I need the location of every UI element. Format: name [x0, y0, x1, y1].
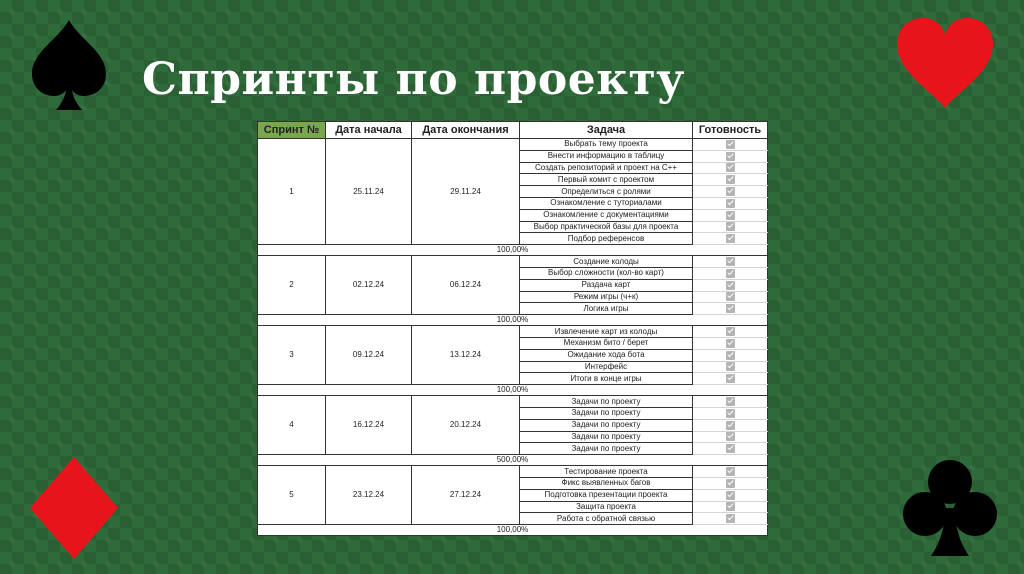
readiness-cell [693, 443, 768, 455]
start-date-cell: 09.12.24 [326, 326, 412, 385]
diamond-icon [28, 455, 120, 561]
task-name-cell: Определиться с ролями [520, 186, 693, 198]
task-name-cell: Подбор референсов [520, 233, 693, 245]
checkbox-checked-icon[interactable] [726, 292, 735, 301]
sprint-number-cell: 5 [258, 466, 326, 525]
task-name-cell: Защита проекта [520, 501, 693, 513]
checkbox-checked-icon[interactable] [726, 187, 735, 196]
checkbox-checked-icon[interactable] [726, 502, 735, 511]
checkbox-checked-icon[interactable] [726, 175, 735, 184]
task-name-cell: Выбрать тему проекта [520, 139, 693, 151]
task-name-cell: Создать репозиторий и проект на С++ [520, 162, 693, 174]
readiness-cell [693, 501, 768, 513]
readiness-cell [693, 279, 768, 291]
header-start-date: Дата начала [326, 122, 412, 139]
task-name-cell: Тестирование проекта [520, 466, 693, 478]
readiness-cell [693, 489, 768, 501]
checkbox-checked-icon[interactable] [726, 281, 735, 290]
checkbox-checked-icon[interactable] [726, 327, 735, 336]
sprint-total-percent: 100,00% [258, 385, 768, 396]
readiness-cell [693, 162, 768, 174]
readiness-cell [693, 291, 768, 303]
sprint-total-percent: 100,00% [258, 245, 768, 256]
end-date-cell: 20.12.24 [412, 396, 520, 455]
sprint-total-percent: 100,00% [258, 315, 768, 326]
task-name-cell: Первый комит с проектом [520, 174, 693, 186]
checkbox-checked-icon[interactable] [726, 491, 735, 500]
readiness-cell [693, 221, 768, 233]
header-sprint-number: Спринт № [258, 122, 326, 139]
end-date-cell: 27.12.24 [412, 466, 520, 525]
end-date-cell: 06.12.24 [412, 256, 520, 315]
checkbox-checked-icon[interactable] [726, 374, 735, 383]
checkbox-checked-icon[interactable] [726, 409, 735, 418]
checkbox-checked-icon[interactable] [726, 432, 735, 441]
readiness-cell [693, 349, 768, 361]
task-name-cell: Подготовка презентации проекта [520, 489, 693, 501]
sprint-total-percent: 500,00% [258, 455, 768, 466]
task-name-cell: Задачи по проекту [520, 431, 693, 443]
header-end-date: Дата окончания [412, 122, 520, 139]
readiness-cell [693, 431, 768, 443]
checkbox-checked-icon[interactable] [726, 152, 735, 161]
task-name-cell: Механизм бито / берет [520, 337, 693, 349]
task-name-cell: Задачи по проекту [520, 443, 693, 455]
task-name-cell: Интерфейс [520, 361, 693, 373]
checkbox-checked-icon[interactable] [726, 351, 735, 360]
readiness-cell [693, 186, 768, 198]
checkbox-checked-icon[interactable] [726, 514, 735, 523]
table-header-row [258, 122, 768, 139]
task-name-cell: Задачи по проекту [520, 407, 693, 419]
sprint-number-cell: 1 [258, 139, 326, 245]
task-name-cell: Создание колоды [520, 256, 693, 268]
readiness-cell [693, 174, 768, 186]
spade-icon [28, 18, 110, 112]
checkbox-checked-icon[interactable] [726, 304, 735, 313]
table-row [258, 396, 768, 408]
sprint-number-cell: 2 [258, 256, 326, 315]
task-name-cell: Извлечение карт из колоды [520, 326, 693, 338]
checkbox-checked-icon[interactable] [726, 211, 735, 220]
sprint-table [257, 121, 768, 536]
readiness-cell [693, 373, 768, 385]
readiness-cell [693, 407, 768, 419]
checkbox-checked-icon[interactable] [726, 163, 735, 172]
table-row [258, 466, 768, 478]
task-name-cell: Фикс выявленных багов [520, 477, 693, 489]
task-name-cell: Задачи по проекту [520, 419, 693, 431]
task-name-cell: Режим игры (ч+к) [520, 291, 693, 303]
task-name-cell: Логика игры [520, 303, 693, 315]
readiness-cell [693, 419, 768, 431]
start-date-cell: 16.12.24 [326, 396, 412, 455]
readiness-cell [693, 209, 768, 221]
start-date-cell: 02.12.24 [326, 256, 412, 315]
checkbox-checked-icon[interactable] [726, 467, 735, 476]
readiness-cell [693, 361, 768, 373]
checkbox-checked-icon[interactable] [726, 339, 735, 348]
club-icon [903, 458, 997, 558]
end-date-cell: 29.11.24 [412, 139, 520, 245]
readiness-cell [693, 256, 768, 268]
readiness-cell [693, 466, 768, 478]
task-name-cell: Задачи по проекту [520, 396, 693, 408]
task-name-cell: Работа с обратной связью [520, 513, 693, 525]
sprint-table-container [257, 121, 767, 536]
table-row [258, 139, 768, 151]
checkbox-checked-icon[interactable] [726, 444, 735, 453]
sprint-total-row [258, 245, 768, 256]
sprint-total-percent: 100,00% [258, 525, 768, 536]
task-name-cell: Ожидание хода бота [520, 349, 693, 361]
task-name-cell: Ознакомление с документациями [520, 209, 693, 221]
table-row [258, 256, 768, 268]
sprint-total-row [258, 525, 768, 536]
end-date-cell: 13.12.24 [412, 326, 520, 385]
sprint-total-row [258, 455, 768, 466]
sprint-number-cell: 3 [258, 326, 326, 385]
checkbox-checked-icon[interactable] [726, 397, 735, 406]
readiness-cell [693, 337, 768, 349]
sprint-number-cell: 4 [258, 396, 326, 455]
task-name-cell: Выбор практической базы для проекта [520, 221, 693, 233]
checkbox-checked-icon[interactable] [726, 140, 735, 149]
sprint-total-row [258, 315, 768, 326]
checkbox-checked-icon[interactable] [726, 421, 735, 430]
readiness-cell [693, 477, 768, 489]
readiness-cell [693, 513, 768, 525]
readiness-cell [693, 303, 768, 315]
checkbox-checked-icon[interactable] [726, 479, 735, 488]
start-date-cell: 25.11.24 [326, 139, 412, 245]
readiness-cell [693, 197, 768, 209]
readiness-cell [693, 139, 768, 151]
checkbox-checked-icon[interactable] [726, 257, 735, 266]
sprint-total-row [258, 385, 768, 396]
checkbox-checked-icon[interactable] [726, 234, 735, 243]
checkbox-checked-icon[interactable] [726, 269, 735, 278]
task-name-cell: Ознакомление с туториалами [520, 197, 693, 209]
readiness-cell [693, 150, 768, 162]
readiness-cell [693, 233, 768, 245]
readiness-cell [693, 326, 768, 338]
table-row [258, 326, 768, 338]
checkbox-checked-icon[interactable] [726, 199, 735, 208]
readiness-cell [693, 267, 768, 279]
readiness-cell [693, 396, 768, 408]
start-date-cell: 23.12.24 [326, 466, 412, 525]
page-title: Спринты по проекту [142, 54, 685, 105]
header-task: Задача [520, 122, 693, 139]
header-readiness: Готовность [693, 122, 768, 139]
checkbox-checked-icon[interactable] [726, 222, 735, 231]
checkbox-checked-icon[interactable] [726, 362, 735, 371]
task-name-cell: Выбор сложности (кол-во карт) [520, 267, 693, 279]
heart-icon [893, 16, 997, 110]
task-name-cell: Итоги в конце игры [520, 373, 693, 385]
task-name-cell: Внести информацию в таблицу [520, 150, 693, 162]
task-name-cell: Раздача карт [520, 279, 693, 291]
